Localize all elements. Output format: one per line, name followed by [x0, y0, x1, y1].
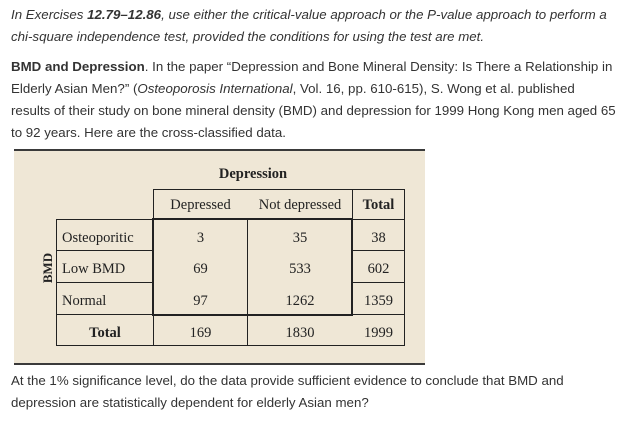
- row-label-normal: Normal: [62, 293, 107, 309]
- problem-text-b: , Vol. 16, pp. 610-615), S. Wong et al. published results of their study on bone mineral density (BMD) and depression for 1999 Hong Kong men aged 65 to 92 years. Here are the cross-classified data.: [11, 81, 616, 140]
- table-rule: [56, 345, 405, 346]
- instructions-prefix: In Exercises: [11, 7, 88, 22]
- problem-title: BMD and Depression: [11, 59, 145, 74]
- contingency-table: [14, 149, 425, 365]
- table-rule: [404, 219, 405, 345]
- cell-low-bmd-total: 602: [367, 261, 390, 277]
- header-total: Total: [362, 197, 395, 213]
- table-rule: [56, 314, 153, 315]
- cell-osteoporitic-total: 38: [371, 230, 386, 246]
- table-rule: [352, 314, 404, 315]
- question-text: At the 1% significance level, do the data provide sufficient evidence to conclude that BMD and depression are statistically dependent for elderly Asian men?: [11, 373, 564, 410]
- cell-normal-not-depressed: 1262: [285, 293, 315, 309]
- cell-normal-total: 1359: [364, 293, 393, 309]
- header-not-depressed: Not depressed: [258, 197, 342, 213]
- cell-total-not-depressed: 1830: [285, 325, 315, 341]
- cell-low-bmd-not-depressed: 533: [289, 261, 311, 277]
- row-label-osteoporitic: Osteoporitic: [62, 230, 134, 246]
- cell-low-bmd-depressed: 69: [193, 261, 208, 277]
- table-rule: [352, 250, 404, 251]
- table-rule: [153, 189, 352, 190]
- row-label-total: Total: [89, 325, 121, 341]
- problem-text-a: . In the paper “Depression and Bone Mineral Density: Is There a Relationship in Elderly Asian Men?” (: [11, 59, 613, 96]
- table-rule: [56, 250, 153, 251]
- table-rule: [352, 282, 404, 283]
- row-variable-label: BMD: [40, 252, 55, 284]
- exercise-instructions: [11, 4, 611, 48]
- cell-total-depressed: 169: [189, 325, 212, 341]
- problem-statement: [11, 56, 616, 144]
- header-depressed: Depressed: [170, 197, 231, 213]
- table-rule: [56, 282, 153, 283]
- cell-osteoporitic-not-depressed: 35: [292, 230, 308, 246]
- table-rule: [404, 189, 405, 219]
- journal-name: Osteoporosis International: [137, 81, 293, 96]
- table-rule: [352, 189, 404, 190]
- instructions-suffix: , use either the critical-value approach or the P-value approach to perform a chi-square independence test, provided the conditions for using the test are met.: [11, 7, 607, 44]
- exercise-range: 12.79–12.86: [87, 7, 162, 22]
- cell-osteoporitic-depressed: 3: [196, 230, 205, 246]
- cell-grand-total: 1999: [364, 325, 393, 341]
- column-variable-label: Depression: [218, 166, 288, 182]
- cell-normal-depressed: 97: [193, 293, 208, 309]
- row-label-low-bmd: Low BMD: [62, 261, 126, 277]
